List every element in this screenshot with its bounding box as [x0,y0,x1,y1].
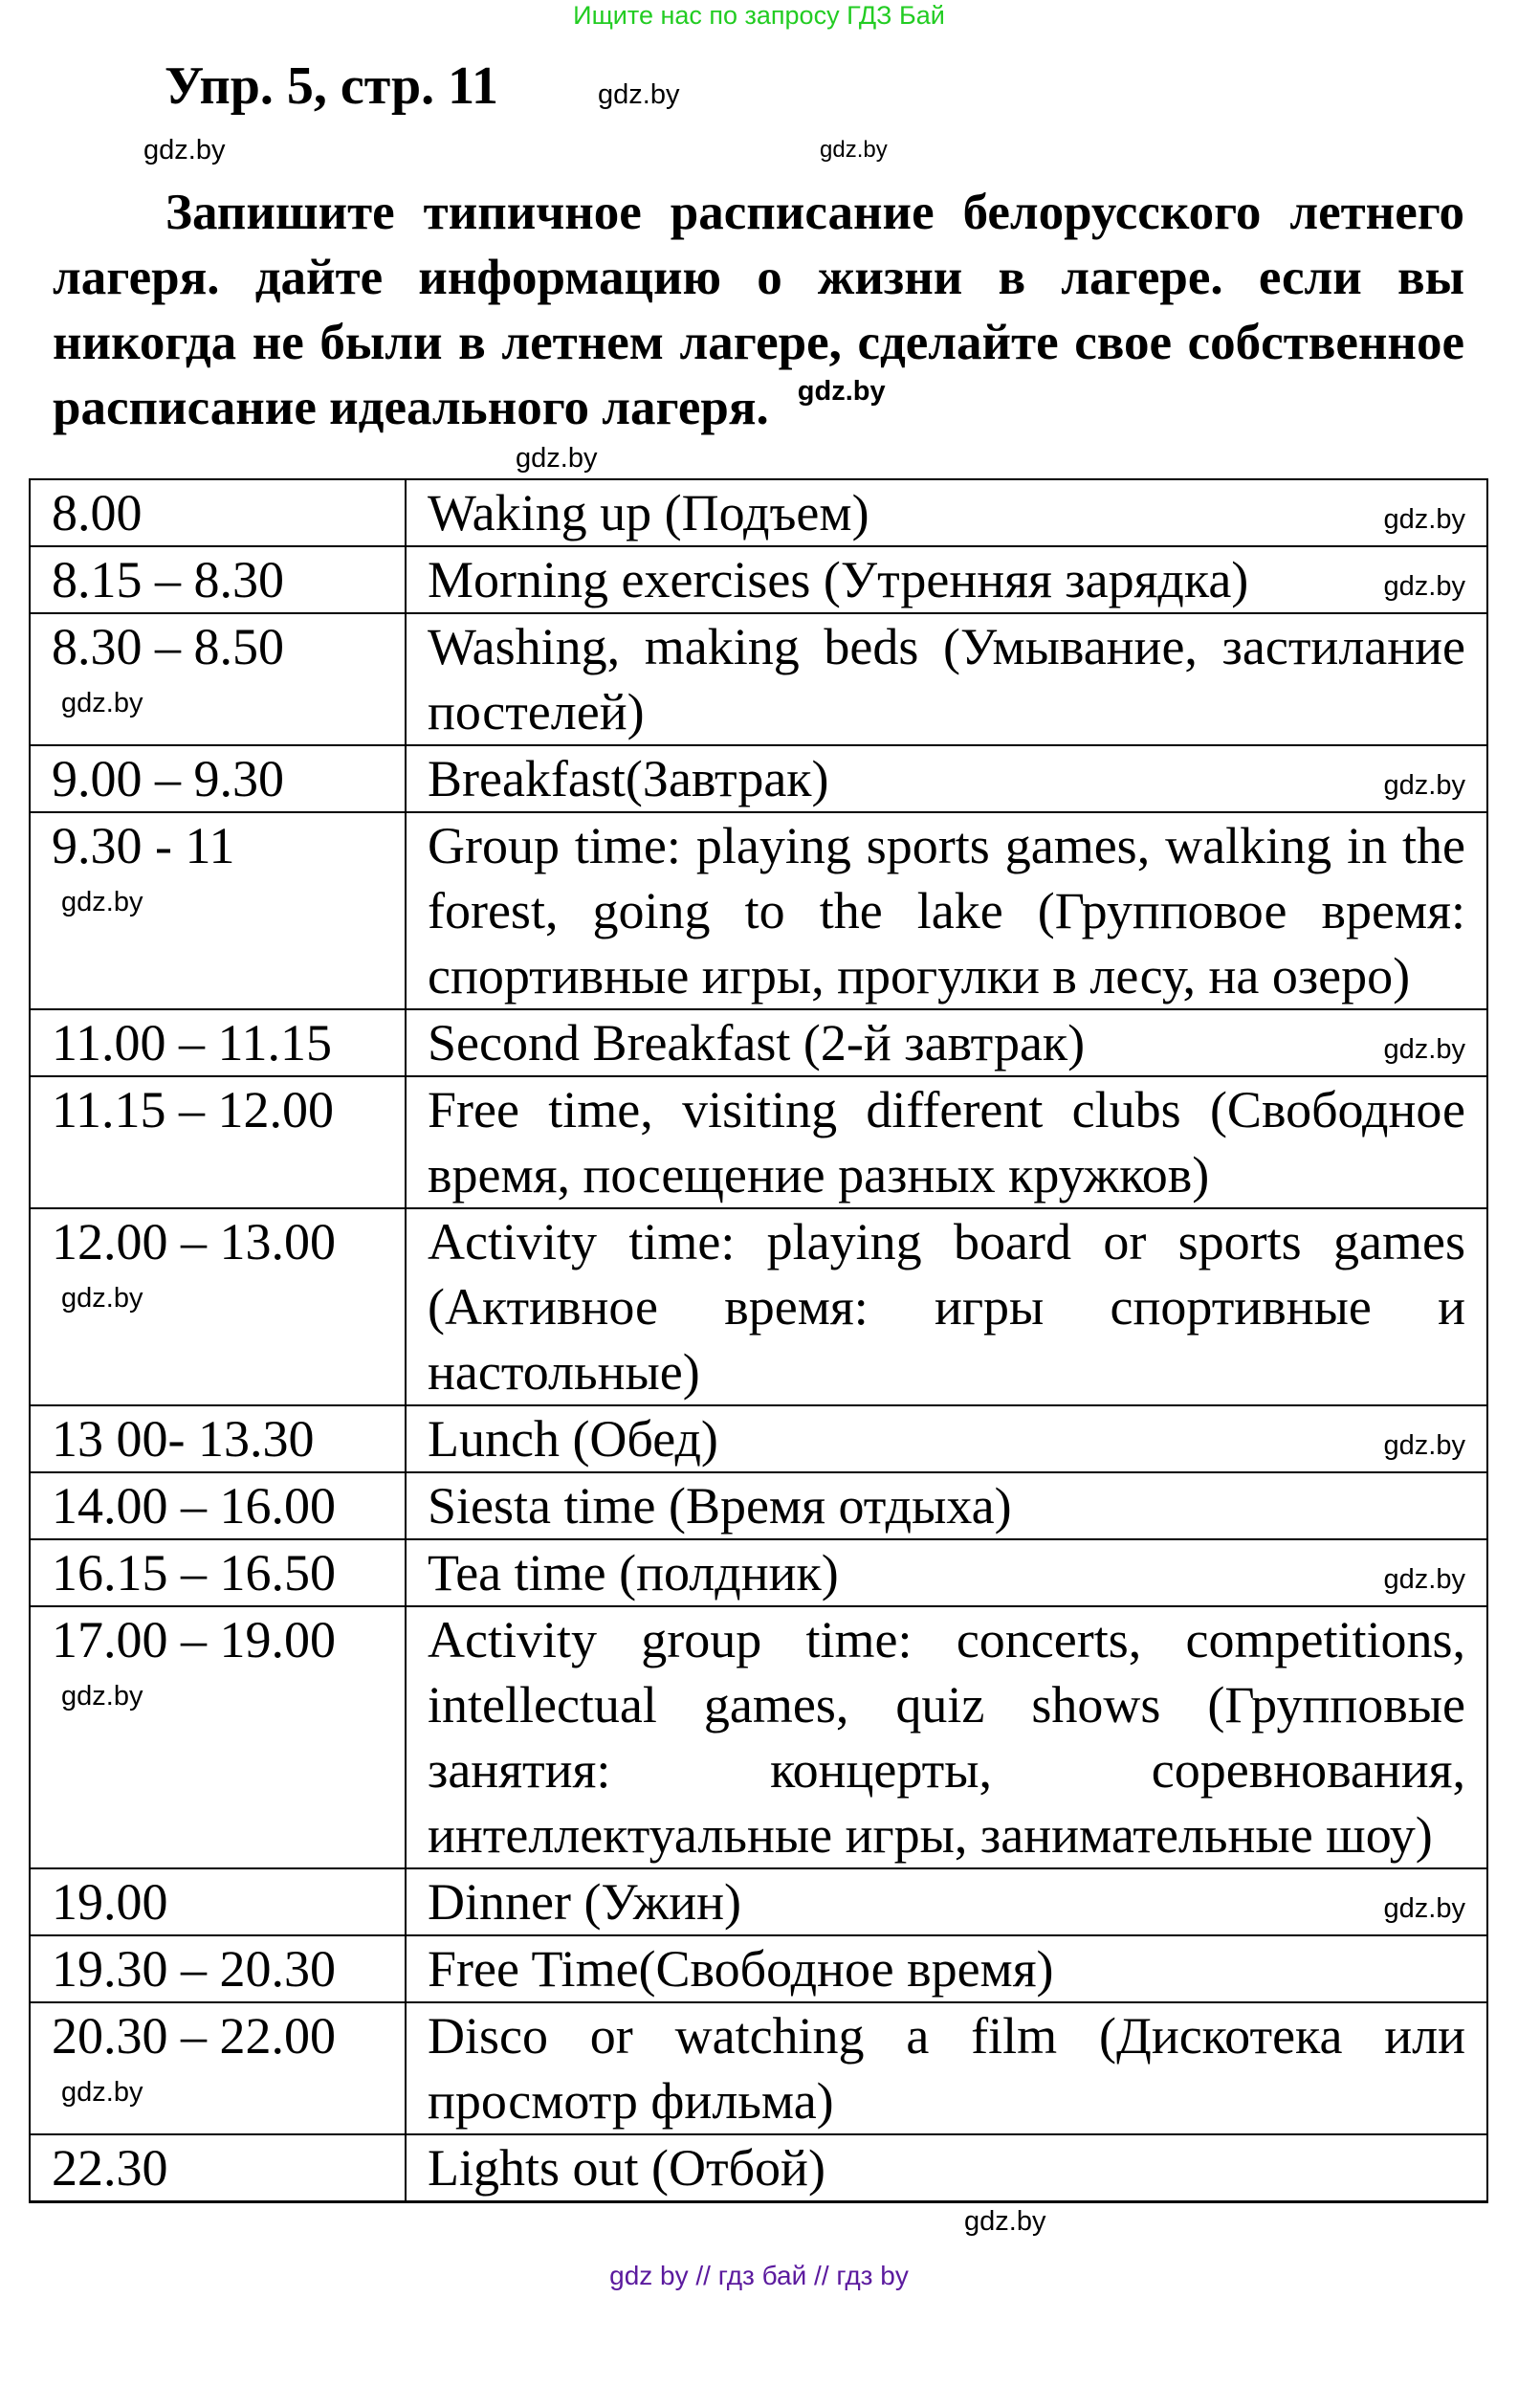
activity-cell [406,2002,1487,2134]
time-text: 12.00 – 13.00 [52,1213,336,1270]
activity-text: Activity time: playing board or sports games (Активное время: игры спортивные и настольные) [428,1213,1465,1401]
activity-text: Group time: playing sports games, walking in the forest, going to the lake (Групповое время: спортивные игры, прогулки в лесу, на озеро) [428,817,1465,1005]
activity-text: Washing, making beds (Умывание, застилание постелей) [428,618,1465,740]
table-row [30,1009,1487,1076]
activity-text: Waking up (Подъем) [428,484,869,541]
activity-text: Activity group time: concerts, competitions, intellectual games, quiz shows (Групповые занятия: концерты, соревнования, интеллектуальные игры, занимательные шоу) [428,1611,1465,1864]
time-cell [30,1472,406,1539]
activity-cell [406,812,1487,1009]
time-text: 8.00 [52,484,143,541]
table-row [30,546,1487,613]
time-cell [30,479,406,546]
title-row [0,54,1518,132]
task-text: Запишите типичное расписание белорусского летнего лагеря. дайте информацию о жизни в лагере. если вы никогда не были в летнем лагере, сделайте свое собственное расписание идеального лагеря. [53,185,1464,435]
time-text: 9.30 - 11 [52,817,235,874]
table-row [30,1935,1487,2002]
time-cell [30,2002,406,2134]
time-cell [30,1076,406,1208]
time-cell [30,1935,406,2002]
time-text: 20.30 – 22.00 [52,2007,336,2065]
table-row [30,1208,1487,1405]
page-title: Упр. 5, стр. 11 [165,56,499,116]
time-text: 17.00 – 19.00 [52,1611,336,1668]
activity-cell [406,1935,1487,2002]
activity-cell [406,1606,1487,1868]
time-text: 16.15 – 16.50 [52,1544,336,1602]
table-row [30,745,1487,812]
footer-links[interactable]: gdz by // гдз бай // гдз by [609,2261,909,2290]
time-text: 13 00- 13.30 [52,1410,315,1468]
time-text: 11.15 – 12.00 [52,1081,334,1138]
time-text: 11.00 – 11.15 [52,1014,332,1071]
activity-cell [406,2134,1487,2202]
time-text: 9.00 – 9.30 [52,750,284,807]
activity-cell [406,1539,1487,1606]
time-cell [30,745,406,812]
watermark: gdz.by [143,135,226,166]
table-row [30,1539,1487,1606]
activity-cell [406,1208,1487,1405]
table-row [30,1472,1487,1539]
activity-cell [406,1868,1487,1935]
activity-cell [406,613,1487,745]
table-row [30,812,1487,1009]
time-cell [30,1405,406,1472]
watermark-line [0,440,1518,478]
watermark: gdz.by [1383,1430,1465,1461]
time-text: 8.15 – 8.30 [52,551,284,608]
activity-text: Disco or watching a film (Дискотека или просмотр фильма) [428,2007,1465,2130]
activity-text: Lights out (Отбой) [428,2139,825,2197]
table-row [30,2002,1487,2134]
table-row [30,1076,1487,1208]
activity-text: Breakfast(Завтрак) [428,750,829,807]
time-cell [30,1009,406,1076]
activity-cell [406,546,1487,613]
watermark: gdz.by [516,443,598,474]
activity-text: Free time, visiting different clubs (Свободное время, посещение разных кружков) [428,1081,1465,1204]
time-text: 14.00 – 16.00 [52,1477,336,1535]
activity-text: Tea time (полдник) [428,1544,839,1602]
watermark: gdz.by [61,1681,143,1712]
time-cell [30,1208,406,1405]
time-text: 19.00 [52,1873,168,1931]
watermark: gdz.by [61,887,143,917]
watermark: gdz.by [1383,1564,1465,1595]
watermark: gdz.by [820,137,888,163]
activity-cell [406,745,1487,812]
watermark: gdz.by [61,688,143,718]
activity-cell [406,1405,1487,1472]
time-cell [30,1868,406,1935]
activity-text: Free Time(Свободное время) [428,1940,1054,1998]
time-cell [30,2134,406,2202]
time-cell [30,546,406,613]
time-text: 8.30 – 8.50 [52,618,284,675]
search-hint: Ищите нас по запросу ГДЗ Бай [573,1,945,30]
schedule-table [29,478,1488,2203]
watermark: gdz.by [1383,770,1465,801]
time-cell [30,1606,406,1868]
watermark: gdz.by [964,2206,1046,2237]
activity-cell [406,479,1487,546]
table-row [30,2134,1487,2202]
time-cell [30,1539,406,1606]
table-row [30,1606,1487,1868]
watermark: gdz.by [797,376,886,407]
time-cell [30,613,406,745]
watermark: gdz.by [61,2077,143,2108]
activity-cell [406,1076,1487,1208]
table-row [30,613,1487,745]
watermark-line [0,132,1518,170]
watermark: gdz.by [1383,504,1465,535]
task-block [53,180,1464,440]
activity-cell [406,1472,1487,1539]
activity-text: Morning exercises (Утренняя зарядка) [428,551,1249,608]
watermark: gdz.by [61,1283,143,1314]
activity-text: Siesta time (Время отдыха) [428,1477,1012,1535]
activity-text: Lunch (Обед) [428,1410,718,1468]
time-text: 22.30 [52,2139,168,2197]
time-text: 19.30 – 20.30 [52,1940,336,1998]
watermark-line [0,2203,1518,2242]
watermark: gdz.by [1383,1034,1465,1065]
activity-text: Dinner (Ужин) [428,1873,742,1931]
table-row [30,1868,1487,1935]
table-row [30,1405,1487,1472]
activity-cell [406,1009,1487,1076]
watermark: gdz.by [1383,1893,1465,1924]
time-cell [30,812,406,1009]
watermark: gdz.by [598,79,680,110]
activity-text: Second Breakfast (2-й завтрак) [428,1014,1086,1071]
watermark: gdz.by [1383,571,1465,602]
table-row [30,479,1487,546]
